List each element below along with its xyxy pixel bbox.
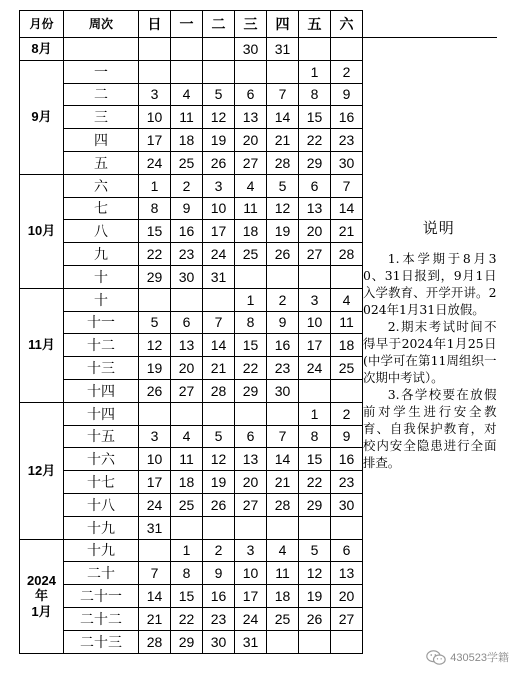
day-cell: 16 <box>331 106 363 129</box>
day-cell: 23 <box>171 243 203 266</box>
day-cell: 7 <box>203 311 235 334</box>
day-cell: 1 <box>299 60 331 83</box>
header-fri: 五 <box>299 11 331 38</box>
day-cell: 8 <box>171 562 203 585</box>
day-cell: 16 <box>331 448 363 471</box>
week-number: 十五 <box>64 425 139 448</box>
day-cell: 21 <box>139 607 171 630</box>
day-cell: 14 <box>203 334 235 357</box>
day-cell: 18 <box>331 334 363 357</box>
day-cell: 8 <box>235 311 267 334</box>
day-cell: 25 <box>331 357 363 380</box>
week-number: 十二 <box>64 334 139 357</box>
day-cell: 17 <box>299 334 331 357</box>
day-cell: 19 <box>203 129 235 152</box>
day-cell: 25 <box>171 151 203 174</box>
day-cell <box>299 38 331 61</box>
table-row <box>20 38 497 61</box>
day-cell <box>139 288 171 311</box>
month-label-line: 10月 <box>27 223 56 239</box>
day-cell: 29 <box>171 630 203 653</box>
week-number: 十九 <box>64 516 139 539</box>
day-cell: 26 <box>203 151 235 174</box>
day-cell: 21 <box>203 357 235 380</box>
month-label-line: 9月 <box>31 109 52 125</box>
day-cell: 2 <box>171 174 203 197</box>
day-cell: 17 <box>203 220 235 243</box>
day-cell: 25 <box>267 607 299 630</box>
watermark <box>426 649 509 665</box>
notes-paragraph: 3.各学校要在放假前对学生进行安全教育、自我保护教育，对校内安全隐患进行全面排查。 <box>363 386 497 470</box>
header-sun: 日 <box>139 11 171 38</box>
day-cell: 14 <box>267 448 299 471</box>
notes-paragraph: 2.期末考试时间不得早于2024年1月25日(中学可在第11周组织一次期中考试）。 <box>363 318 497 385</box>
day-cell: 28 <box>139 630 171 653</box>
day-cell: 31 <box>139 516 171 539</box>
day-cell: 4 <box>171 83 203 106</box>
month-label <box>20 288 64 402</box>
day-cell <box>139 539 171 562</box>
day-cell: 6 <box>171 311 203 334</box>
week-number: 九 <box>64 243 139 266</box>
watermark-text: 430523学籍 <box>450 652 509 664</box>
week-number: 四 <box>64 129 139 152</box>
day-cell: 13 <box>235 106 267 129</box>
day-cell: 8 <box>139 197 171 220</box>
day-cell: 28 <box>267 493 299 516</box>
day-cell: 24 <box>299 357 331 380</box>
day-cell: 29 <box>299 493 331 516</box>
day-cell: 15 <box>299 106 331 129</box>
day-cell: 13 <box>235 448 267 471</box>
month-label <box>20 402 64 539</box>
day-cell: 29 <box>139 265 171 288</box>
day-cell: 13 <box>331 562 363 585</box>
day-cell: 22 <box>299 129 331 152</box>
day-cell: 17 <box>139 129 171 152</box>
day-cell <box>171 38 203 61</box>
day-cell: 1 <box>171 539 203 562</box>
day-cell: 21 <box>267 471 299 494</box>
day-cell: 21 <box>267 129 299 152</box>
day-cell: 27 <box>171 379 203 402</box>
day-cell: 25 <box>235 243 267 266</box>
day-cell <box>299 379 331 402</box>
day-cell: 3 <box>235 539 267 562</box>
day-cell: 30 <box>331 151 363 174</box>
header-week: 周次 <box>64 11 139 38</box>
day-cell: 30 <box>267 379 299 402</box>
day-cell <box>235 516 267 539</box>
day-cell: 12 <box>203 448 235 471</box>
day-cell: 6 <box>299 174 331 197</box>
month-label-line: 1月 <box>31 603 52 619</box>
day-cell: 9 <box>267 311 299 334</box>
day-cell: 14 <box>331 197 363 220</box>
week-number: 二十三 <box>64 630 139 653</box>
day-cell <box>203 60 235 83</box>
day-cell: 15 <box>139 220 171 243</box>
day-cell <box>267 60 299 83</box>
week-number: 十四 <box>64 379 139 402</box>
week-number: 八 <box>64 220 139 243</box>
week-number: 五 <box>64 151 139 174</box>
day-cell: 20 <box>299 220 331 243</box>
day-cell <box>299 265 331 288</box>
week-number: 二十二 <box>64 607 139 630</box>
day-cell <box>331 516 363 539</box>
day-cell: 26 <box>299 607 331 630</box>
day-cell: 24 <box>235 607 267 630</box>
day-cell: 9 <box>331 425 363 448</box>
day-cell: 18 <box>267 585 299 608</box>
day-cell: 7 <box>267 83 299 106</box>
day-cell: 8 <box>299 83 331 106</box>
day-cell: 2 <box>331 60 363 83</box>
day-cell: 27 <box>235 493 267 516</box>
header-sat: 六 <box>331 11 363 38</box>
day-cell <box>203 38 235 61</box>
day-cell: 3 <box>139 425 171 448</box>
day-cell: 12 <box>267 197 299 220</box>
day-cell: 6 <box>235 425 267 448</box>
day-cell: 3 <box>139 83 171 106</box>
header-tue: 二 <box>203 11 235 38</box>
day-cell: 16 <box>171 220 203 243</box>
day-cell: 2 <box>203 539 235 562</box>
day-cell: 29 <box>299 151 331 174</box>
day-cell: 19 <box>299 585 331 608</box>
day-cell: 23 <box>203 607 235 630</box>
day-cell: 17 <box>235 585 267 608</box>
day-cell: 10 <box>203 197 235 220</box>
day-cell: 27 <box>299 243 331 266</box>
month-label <box>20 539 64 653</box>
week-number: 二十一 <box>64 585 139 608</box>
header-wed: 三 <box>235 11 267 38</box>
day-cell: 12 <box>203 106 235 129</box>
day-cell: 31 <box>267 38 299 61</box>
week-number: 十四 <box>64 402 139 425</box>
day-cell: 11 <box>331 311 363 334</box>
day-cell: 7 <box>331 174 363 197</box>
day-cell: 27 <box>331 607 363 630</box>
day-cell: 24 <box>203 243 235 266</box>
day-cell: 26 <box>139 379 171 402</box>
day-cell: 31 <box>235 630 267 653</box>
day-cell: 5 <box>203 83 235 106</box>
month-label-line: 2024 <box>27 572 56 588</box>
day-cell <box>331 630 363 653</box>
month-label <box>20 174 64 288</box>
day-cell: 14 <box>267 106 299 129</box>
day-cell: 31 <box>203 265 235 288</box>
wechat-icon <box>426 650 446 665</box>
day-cell: 22 <box>139 243 171 266</box>
day-cell: 20 <box>171 357 203 380</box>
day-cell: 8 <box>299 425 331 448</box>
week-number: 一 <box>64 60 139 83</box>
week-number: 十七 <box>64 471 139 494</box>
day-cell: 5 <box>267 174 299 197</box>
day-cell: 22 <box>171 607 203 630</box>
day-cell: 3 <box>203 174 235 197</box>
day-cell: 13 <box>171 334 203 357</box>
day-cell: 20 <box>235 129 267 152</box>
day-cell: 18 <box>235 220 267 243</box>
day-cell: 6 <box>331 539 363 562</box>
day-cell: 10 <box>139 106 171 129</box>
day-cell: 12 <box>299 562 331 585</box>
day-cell: 10 <box>299 311 331 334</box>
header-thu: 四 <box>267 11 299 38</box>
day-cell: 13 <box>299 197 331 220</box>
day-cell: 6 <box>235 83 267 106</box>
notes-title: 说明 <box>422 218 455 237</box>
day-cell: 23 <box>331 129 363 152</box>
day-cell <box>139 60 171 83</box>
day-cell: 11 <box>171 448 203 471</box>
day-cell: 1 <box>139 174 171 197</box>
day-cell: 18 <box>171 471 203 494</box>
day-cell: 5 <box>299 539 331 562</box>
day-cell: 29 <box>235 379 267 402</box>
day-cell: 15 <box>171 585 203 608</box>
week-number: 三 <box>64 106 139 129</box>
day-cell: 9 <box>171 197 203 220</box>
day-cell: 5 <box>139 311 171 334</box>
week-number: 十三 <box>64 357 139 380</box>
day-cell: 22 <box>235 357 267 380</box>
notes-panel <box>363 38 497 654</box>
day-cell <box>235 60 267 83</box>
day-cell: 10 <box>235 562 267 585</box>
day-cell: 19 <box>139 357 171 380</box>
day-cell: 4 <box>267 539 299 562</box>
week-number: 二 <box>64 83 139 106</box>
day-cell: 25 <box>171 493 203 516</box>
day-cell: 30 <box>235 38 267 61</box>
calendar-body <box>20 38 497 654</box>
day-cell <box>331 265 363 288</box>
header-row <box>20 11 497 38</box>
day-cell: 9 <box>203 562 235 585</box>
day-cell: 12 <box>139 334 171 357</box>
day-cell: 22 <box>299 471 331 494</box>
month-label-line: 年 <box>34 588 48 604</box>
day-cell: 23 <box>267 357 299 380</box>
week-number <box>64 38 139 61</box>
day-cell: 10 <box>139 448 171 471</box>
header-month: 月份 <box>20 11 64 38</box>
notes-paragraph: 1.本学期于8月30、31日报到，9月1日入学教育、开学开讲。2024年1月31日放假。 <box>363 250 497 317</box>
week-number: 十九 <box>64 539 139 562</box>
day-cell <box>171 60 203 83</box>
day-cell: 26 <box>267 243 299 266</box>
day-cell <box>235 402 267 425</box>
day-cell: 21 <box>331 220 363 243</box>
header-mon: 一 <box>171 11 203 38</box>
day-cell: 15 <box>235 334 267 357</box>
day-cell: 11 <box>235 197 267 220</box>
day-cell: 20 <box>235 471 267 494</box>
day-cell <box>267 516 299 539</box>
day-cell: 2 <box>267 288 299 311</box>
week-number: 十六 <box>64 448 139 471</box>
day-cell <box>203 516 235 539</box>
day-cell: 28 <box>203 379 235 402</box>
day-cell: 16 <box>267 334 299 357</box>
week-number: 七 <box>64 197 139 220</box>
day-cell: 11 <box>171 106 203 129</box>
day-cell: 7 <box>267 425 299 448</box>
school-calendar-table <box>19 10 497 654</box>
day-cell <box>203 288 235 311</box>
month-label-line: 11月 <box>28 337 55 353</box>
day-cell <box>171 288 203 311</box>
day-cell: 20 <box>331 585 363 608</box>
week-number: 六 <box>64 174 139 197</box>
day-cell <box>139 38 171 61</box>
day-cell: 7 <box>139 562 171 585</box>
day-cell <box>299 516 331 539</box>
day-cell: 15 <box>299 448 331 471</box>
day-cell: 9 <box>331 83 363 106</box>
day-cell: 14 <box>139 585 171 608</box>
day-cell <box>171 402 203 425</box>
day-cell: 19 <box>267 220 299 243</box>
day-cell: 30 <box>203 630 235 653</box>
week-number: 十 <box>64 265 139 288</box>
day-cell <box>267 265 299 288</box>
day-cell: 1 <box>299 402 331 425</box>
day-cell: 26 <box>203 493 235 516</box>
day-cell: 28 <box>331 243 363 266</box>
day-cell <box>267 630 299 653</box>
day-cell: 1 <box>235 288 267 311</box>
day-cell: 5 <box>203 425 235 448</box>
day-cell: 16 <box>203 585 235 608</box>
day-cell: 4 <box>235 174 267 197</box>
day-cell: 3 <box>299 288 331 311</box>
week-number: 十一 <box>64 311 139 334</box>
day-cell: 30 <box>331 493 363 516</box>
day-cell: 30 <box>171 265 203 288</box>
day-cell: 19 <box>203 471 235 494</box>
day-cell <box>299 630 331 653</box>
day-cell: 24 <box>139 151 171 174</box>
day-cell: 11 <box>267 562 299 585</box>
day-cell <box>331 38 363 61</box>
day-cell <box>171 516 203 539</box>
day-cell: 23 <box>331 471 363 494</box>
day-cell: 24 <box>139 493 171 516</box>
day-cell: 17 <box>139 471 171 494</box>
day-cell: 2 <box>331 402 363 425</box>
week-number: 二十 <box>64 562 139 585</box>
day-cell: 28 <box>267 151 299 174</box>
month-label <box>20 38 64 61</box>
month-label-line: 12月 <box>27 462 56 478</box>
day-cell: 4 <box>171 425 203 448</box>
month-label <box>20 60 64 174</box>
month-label-line: 8月 <box>31 41 52 57</box>
week-number: 十 <box>64 288 139 311</box>
day-cell <box>267 402 299 425</box>
day-cell: 27 <box>235 151 267 174</box>
day-cell <box>235 265 267 288</box>
day-cell <box>331 379 363 402</box>
day-cell: 4 <box>331 288 363 311</box>
week-number: 十八 <box>64 493 139 516</box>
day-cell <box>203 402 235 425</box>
day-cell: 18 <box>171 129 203 152</box>
day-cell <box>139 402 171 425</box>
